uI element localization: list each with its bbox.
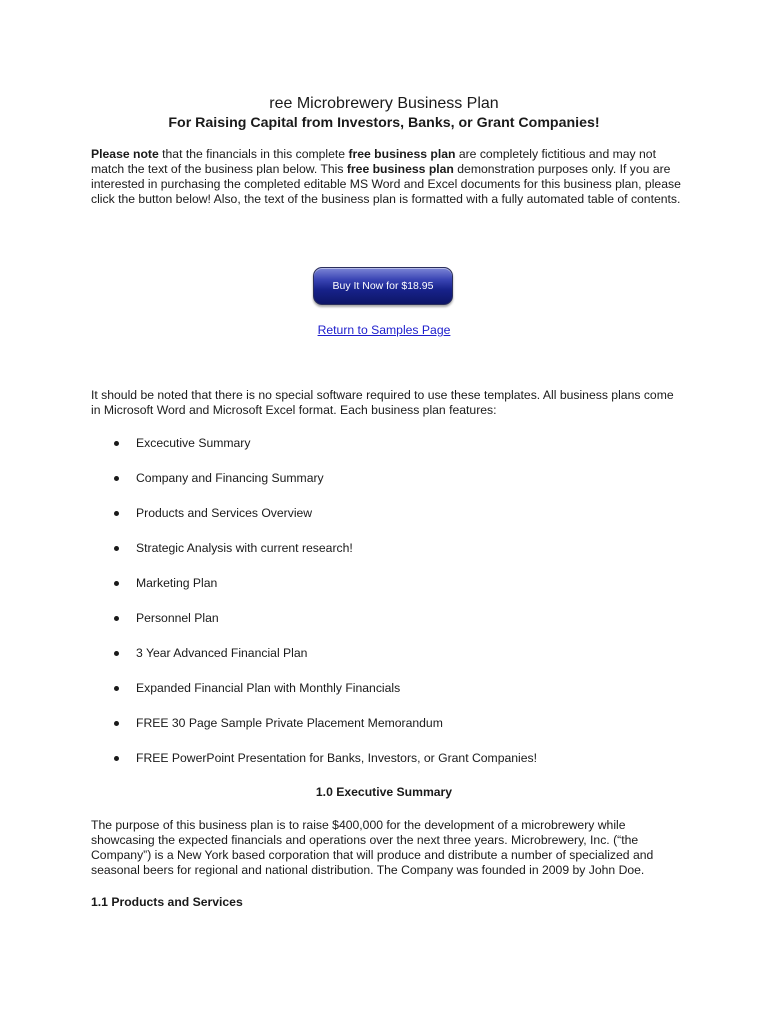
notice-text-2: are completely fictitious and may not match the text of the business plan below. This xyxy=(91,147,656,176)
bullet-icon xyxy=(114,651,119,656)
notice-text-3: demonstration purposes only. If you are interested in purchasing the completed editable MS Word and Excel documents for this business plan, please click the button below! Also, the text of the business plan is formatted with a fully automated table of contents. xyxy=(91,162,681,206)
page-subtitle: For Raising Capital from Investors, Banks, or Grant Companies! xyxy=(168,115,600,131)
list-item xyxy=(112,681,537,716)
bullet-icon xyxy=(114,686,119,691)
feature-label: Excecutive Summary xyxy=(136,436,251,450)
list-item xyxy=(112,471,537,506)
features-list xyxy=(112,436,537,786)
notice-paragraph xyxy=(91,147,681,207)
notice-lead: Please note xyxy=(91,147,159,161)
notice-bold-2: free business plan xyxy=(346,162,454,176)
feature-label: 3 Year Advanced Financial Plan xyxy=(136,646,308,660)
list-item xyxy=(112,576,537,611)
list-item xyxy=(112,611,537,646)
bullet-icon xyxy=(114,581,119,586)
feature-label: FREE 30 Page Sample Private Placement Memorandum xyxy=(136,716,443,730)
bullet-icon xyxy=(114,616,119,621)
bullet-icon xyxy=(114,546,119,551)
bullet-icon xyxy=(114,441,119,446)
return-to-samples-link[interactable]: Return to Samples Page xyxy=(317,323,451,337)
notice-bold-1: free business plan xyxy=(348,147,456,161)
intro-paragraph: It should be noted that there is no special software required to use these templates. All business plans come in Microsoft Word and Microsoft Excel format. Each business plan features: xyxy=(91,388,674,417)
bullet-icon xyxy=(114,476,119,481)
list-item xyxy=(112,506,537,541)
feature-label: Products and Services Overview xyxy=(136,506,313,520)
notice-text-1: that the financials in this complete xyxy=(158,147,349,161)
feature-label: Marketing Plan xyxy=(136,576,218,590)
feature-label: Strategic Analysis with current research! xyxy=(136,541,353,555)
buy-button-container xyxy=(313,267,453,305)
executive-summary-heading: 1.0 Executive Summary xyxy=(315,785,453,799)
executive-summary-paragraph: The purpose of this business plan is to raise $400,000 for the development of a microbrewery while showcasing the expected financials and operations over the next three years. Microbrewery, Inc. (“the Company”) is a New York based corporation that will produce and distribute a number of specialized and seasonal beers for regional and national distribution. The Company was founded in 2009 by John Doe. xyxy=(91,818,654,877)
list-item xyxy=(112,751,537,786)
return-link-container xyxy=(0,323,768,338)
list-item xyxy=(112,716,537,751)
feature-label: FREE PowerPoint Presentation for Banks, Investors, or Grant Companies! xyxy=(136,751,538,765)
list-item xyxy=(112,646,537,681)
bullet-icon xyxy=(114,756,119,761)
buy-it-now-button[interactable]: Buy It Now for $18.95 xyxy=(313,267,453,305)
products-services-heading: 1.1 Products and Services xyxy=(91,895,243,909)
list-item xyxy=(112,436,537,471)
feature-label: Personnel Plan xyxy=(136,611,219,625)
bullet-icon xyxy=(114,511,119,516)
page-title: ree Microbrewery Business Plan xyxy=(269,95,499,112)
feature-label: Company and Financing Summary xyxy=(136,471,324,485)
feature-label: Expanded Financial Plan with Monthly Financials xyxy=(136,681,401,695)
list-item xyxy=(112,541,537,576)
bullet-icon xyxy=(114,721,119,726)
